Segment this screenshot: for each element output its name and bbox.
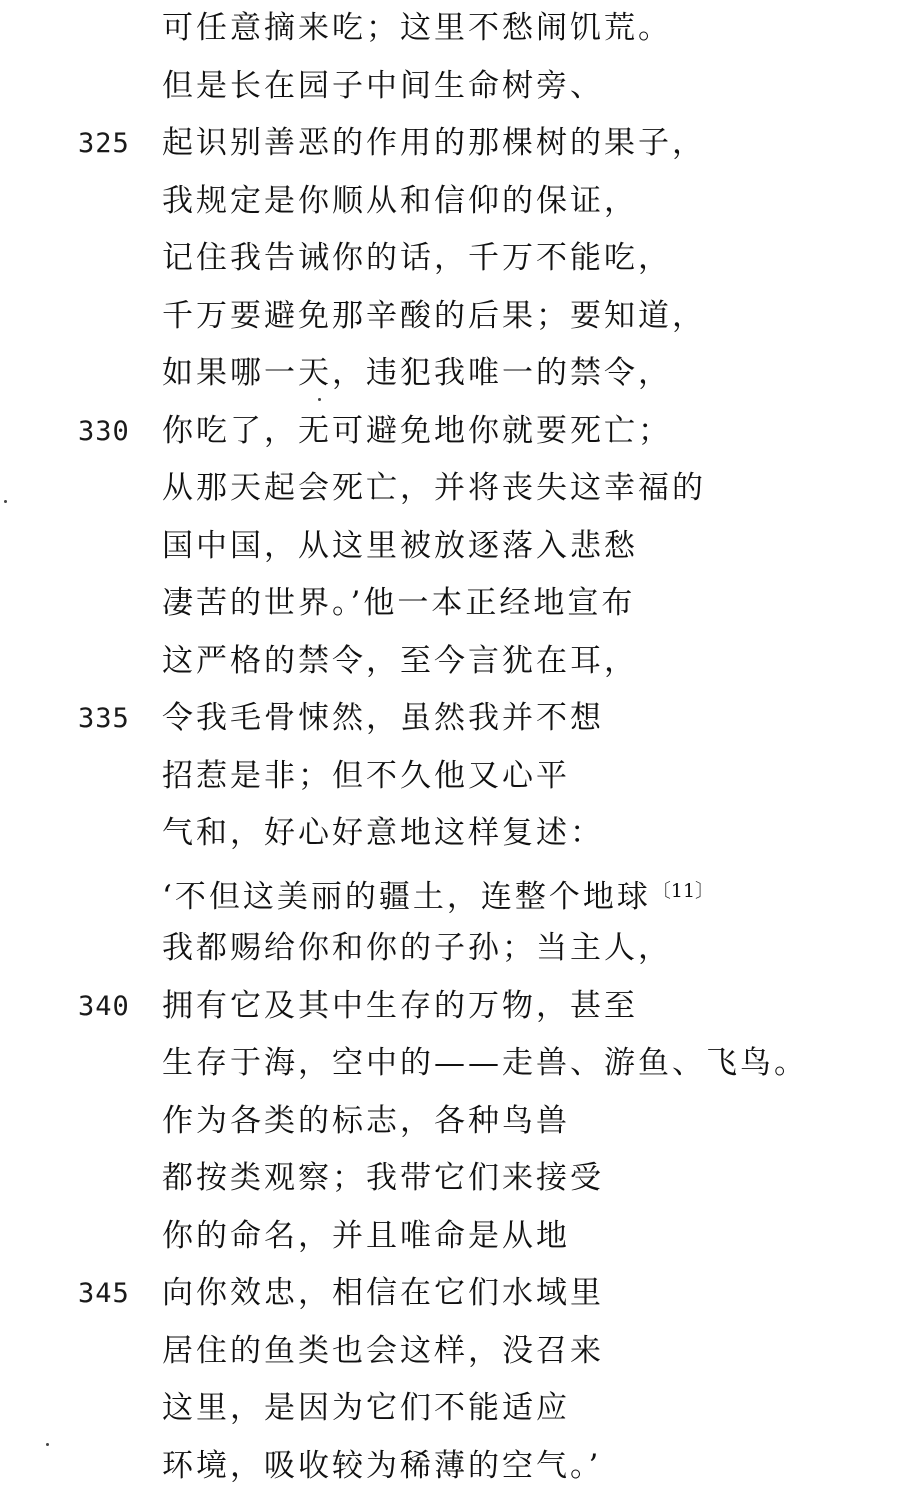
line-text-content: 记住我告诫你的话，千万不能吃， [162, 240, 672, 276]
poem-line [0, 1438, 900, 1495]
line-text-content: 环境，吸收较为稀薄的空气。’ [162, 1448, 601, 1484]
poem-line [0, 1035, 900, 1093]
line-text [162, 1035, 808, 1093]
line-text [162, 1208, 570, 1266]
line-number: 340 [78, 978, 148, 1036]
line-text [162, 575, 635, 633]
print-speck [4, 500, 7, 503]
poem-line [0, 173, 900, 231]
line-text [162, 403, 672, 461]
poem-line [0, 805, 900, 863]
line-text [162, 1265, 604, 1323]
line-text [162, 920, 672, 978]
line-text-content: 但是长在园子中间生命树旁、 [162, 68, 604, 104]
line-text-content: 从那天起会死亡，并将丧失这幸福的 [162, 470, 706, 506]
line-text-content: 你吃了，无可避免地你就要死亡； [162, 413, 672, 449]
line-text-content: 你的命名，并且唯命是从地 [162, 1218, 570, 1254]
line-text-content: 作为各类的标志，各种鸟兽 [162, 1103, 570, 1139]
poem-line [0, 403, 900, 461]
poem-line [0, 1380, 900, 1438]
line-number: 325 [78, 115, 148, 173]
line-text-content: 我都赐给你和你的子孙；当主人， [162, 930, 672, 966]
poem-line [0, 863, 900, 921]
line-text [162, 748, 570, 806]
poem-line [0, 230, 900, 288]
line-text-content: 拥有它及其中生存的万物，甚至 [162, 988, 638, 1024]
poem-line [0, 460, 900, 518]
footnote-marker: 〔11〕 [652, 880, 714, 902]
line-text-content: 这里，是因为它们不能适应 [162, 1390, 570, 1426]
poem-line [0, 115, 900, 173]
poem-line [0, 748, 900, 806]
poem-line [0, 1323, 900, 1381]
line-text-content: 国中国，从这里被放逐落入悲愁 [162, 528, 638, 564]
line-text-content: 都按类观察；我带它们来接受 [162, 1160, 604, 1196]
poem-line [0, 920, 900, 978]
line-text [162, 1380, 570, 1438]
line-text [162, 863, 714, 927]
line-text-content: 如果哪一天，违犯我唯一的禁令， [162, 355, 672, 391]
line-text-content: ‘不但这美丽的疆土，连整个地球 [162, 879, 651, 915]
line-text [162, 345, 672, 403]
poem-line [0, 0, 900, 58]
poem-line [0, 690, 900, 748]
poem-line [0, 633, 900, 691]
line-text [162, 115, 706, 173]
line-number: 345 [78, 1265, 148, 1323]
line-text [162, 1093, 570, 1151]
line-text [162, 173, 638, 231]
line-text [162, 58, 604, 116]
line-text-content: 气和，好心好意地这样复述： [162, 815, 604, 851]
line-text-content: 起识别善恶的作用的那棵树的果子， [162, 125, 706, 161]
poem-line [0, 345, 900, 403]
line-text [162, 518, 638, 576]
poem-line [0, 575, 900, 633]
poem-line [0, 58, 900, 116]
line-text [162, 690, 604, 748]
line-text-content: 生存于海，空中的——走兽、游鱼、飞鸟。 [162, 1045, 808, 1081]
poem-line [0, 288, 900, 346]
line-text [162, 1438, 601, 1495]
poem-line [0, 1208, 900, 1266]
line-text-content: 招惹是非；但不久他又心平 [162, 758, 570, 794]
line-text [162, 1150, 604, 1208]
line-text-content: 凄苦的世界。’他一本正经地宣布 [162, 585, 635, 621]
line-text [162, 230, 672, 288]
line-text [162, 460, 706, 518]
line-text [162, 805, 604, 863]
poem-line [0, 1093, 900, 1151]
poem-line [0, 518, 900, 576]
line-text-content: 千万要避免那辛酸的后果；要知道， [162, 298, 706, 334]
line-text [162, 978, 638, 1036]
line-text-content: 这严格的禁令，至今言犹在耳， [162, 643, 638, 679]
line-text [162, 1323, 604, 1381]
line-text-content: 令我毛骨悚然，虽然我并不想 [162, 700, 604, 736]
line-text [162, 633, 638, 691]
print-speck [46, 1443, 49, 1446]
poem-line [0, 978, 900, 1036]
line-text [162, 288, 706, 346]
line-text-content: 我规定是你顺从和信仰的保证， [162, 183, 638, 219]
line-text-content: 可任意摘来吃；这里不愁闹饥荒。 [162, 10, 672, 46]
line-number: 330 [78, 403, 148, 461]
line-text-content: 居住的鱼类也会这样，没召来 [162, 1333, 604, 1369]
poem-line [0, 1265, 900, 1323]
line-text [162, 0, 672, 58]
line-text-content: 向你效忠，相信在它们水域里 [162, 1275, 604, 1311]
print-speck [318, 398, 321, 401]
line-number: 335 [78, 690, 148, 748]
poem-line [0, 1150, 900, 1208]
